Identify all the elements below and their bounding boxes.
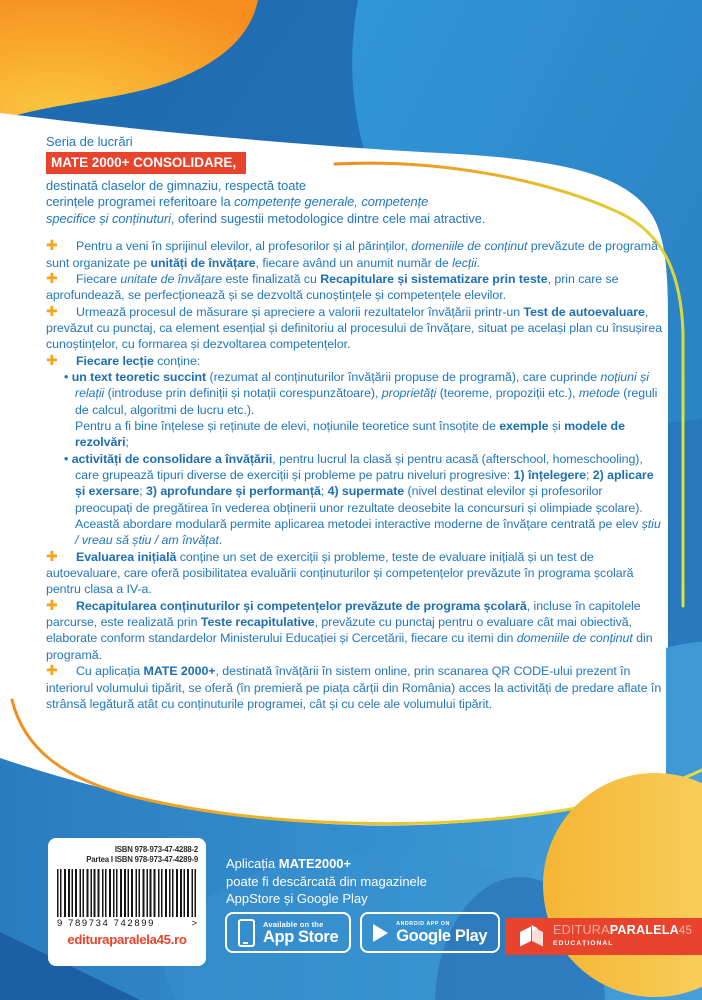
text-segment: , incluse în capitolele parcurse, este realizată prin: [46, 598, 641, 630]
text-segment: conține:: [153, 353, 201, 368]
text-segment: modele de rezolvări: [75, 419, 625, 450]
text-segment: exemple: [499, 419, 549, 433]
text-segment: Pentru a fi bine înțelese și reținute de elevi, noțiunile teoretice sunt însoțite de: [75, 419, 500, 433]
app-store-badge-top-label: Available on the: [263, 919, 324, 929]
text-segment: , prevăzute cu punctaj pentru o evaluare cât mai obiectivă, elaborate conform standardelor Ministerului Educației și Cercetării, fiecare cu itemi din: [46, 615, 632, 646]
play-triangle-icon: [373, 924, 388, 942]
intro-line: [46, 178, 663, 194]
plus-icon: ✚: [46, 548, 58, 565]
cover-paragraph: [46, 451, 663, 516]
app-promo-prefix: Aplicația: [226, 856, 279, 871]
app-promo-line-2: poate fi descărcată din magazinele: [226, 873, 427, 889]
publisher-name-45: 45: [678, 924, 693, 937]
text-segment: .: [476, 255, 481, 270]
text-segment: conține un set de exerciții și probleme, teste de evaluare inițială și un test de autoevaluare, care oferă posibilitatea evaluării conținuturilor și competențelor prevăzute în programa școlară pentru clasa a IV-a.: [46, 549, 634, 597]
text-segment: ;: [125, 435, 129, 450]
series-title-highlight: MATE 2000+ CONSOLIDARE,: [46, 152, 246, 174]
right-edge-light-blue: [666, 642, 702, 790]
feature-paragraphs: [46, 238, 663, 712]
ean-barcode: [57, 869, 197, 917]
text-segment: competențe generale, competențe: [234, 194, 429, 210]
publisher-banner: [505, 918, 702, 955]
text-segment: 4) supermate: [327, 484, 405, 499]
cover-paragraph: [46, 516, 663, 549]
text-segment: 3) aprofundare și performanță: [146, 484, 321, 499]
text-segment: domeniile de conținut: [411, 239, 528, 254]
text-segment: .: [218, 533, 223, 548]
cover-paragraph: [46, 598, 663, 663]
text-segment: lecții: [452, 255, 477, 270]
iphone-icon: [238, 919, 255, 947]
text-segment: destinată claselor de gimnaziu, respectă toate: [46, 178, 306, 193]
text-segment: activități de consolidare a învățării: [71, 451, 273, 466]
text-segment: Această abordare modulară permite aplicarea metodei interactive moderne de învățare centrată pe elev: [75, 517, 642, 532]
cover-paragraph: [46, 418, 663, 451]
isbn-line-1: ISBN 978-973-47-4288-2: [114, 845, 198, 854]
plus-icon: ✚: [46, 663, 58, 680]
series-label: Seria de lucrări: [46, 134, 133, 149]
plus-icon: ✚: [46, 352, 58, 369]
text-segment: unități de învățare: [150, 255, 256, 270]
text-segment: Fiecare: [76, 271, 121, 286]
text-segment: , pentru lucrul la clasă și pentru acasă (afterschool, homeschooling), care grupează tipuri diverse de exerciții și probleme pe patru niveluri progresive:: [75, 451, 643, 483]
text-segment: cerințele programei referitoare la: [46, 194, 235, 210]
app-store-badge: [225, 912, 351, 953]
plus-icon: ✚: [46, 303, 58, 320]
text-segment: 1) înțelegere: [513, 468, 586, 483]
cover-paragraph: [46, 271, 663, 304]
text-segment: (rezumat al conținuturilor învățării propuse de programă), care cuprinde: [206, 369, 601, 384]
publisher-website: edituraparalela45.ro: [67, 932, 187, 947]
text-segment: ;: [320, 484, 328, 499]
text-segment: unitate de învățare: [120, 271, 223, 286]
isbn-barcode-card: [48, 838, 206, 966]
text-segment: un text teoretic succint: [71, 369, 207, 384]
text-segment: Cu aplicația: [76, 664, 144, 679]
cover-paragraph: [46, 353, 663, 369]
cover-paragraph: [46, 549, 663, 598]
cover-paragraph: [46, 663, 663, 712]
text-segment: Test de autoevaluare: [523, 304, 645, 319]
barcode-number: 9 789734 742899: [57, 918, 155, 929]
text-segment: Fiecare lecție: [76, 353, 154, 368]
google-play-badge-label: Google Play: [396, 927, 488, 945]
barcode-suffix: >: [191, 918, 197, 929]
text-segment: Evaluarea inițială: [76, 549, 177, 564]
app-store-badge-label: App Store: [263, 927, 339, 946]
intro-paragraph: [46, 178, 663, 227]
text-segment: știu / vreau să știu / am învățat: [75, 517, 661, 548]
text-segment: proprietăți: [381, 386, 437, 401]
text-segment: (nivel destinat elevilor și profesorilor preocupați de pregătirea în vederea obținerii unor rezultate deosebite la concursuri și olimpiade școlare).: [75, 484, 643, 515]
text-segment: (teoreme, propoziții etc.),: [436, 386, 579, 401]
text-segment: specifice și conținuturi: [46, 210, 171, 226]
text-segment: (reguli de calcul, algoritmi de lucru etc.).: [75, 386, 658, 417]
app-promo-line-1: [226, 855, 427, 873]
publisher-subtitle: EDUCAȚIONAL: [553, 939, 614, 947]
bullet-icon: •: [64, 369, 72, 384]
open-book-icon: [518, 925, 545, 948]
intro-line: [46, 211, 663, 227]
intro-line: [46, 194, 663, 210]
plus-icon: ✚: [46, 238, 58, 255]
plus-icon: ✚: [46, 270, 58, 287]
publisher-name-paralela: PARALELA: [609, 922, 679, 937]
text-segment: ;: [586, 468, 593, 483]
text-segment: din programă.: [46, 631, 653, 662]
text-segment: (introduse prin definiții și notații corespunzătoare),: [104, 386, 382, 401]
text-segment: 2) aplicare și exersare: [75, 468, 654, 499]
text-segment: , fiecare având un anumit număr de: [255, 255, 453, 270]
app-name: MATE2000+: [278, 856, 352, 871]
publisher-name-editura: EDITURA: [553, 922, 610, 937]
text-segment: Pentru a veni în sprijinul elevilor, al profesorilor și al părinților,: [76, 239, 412, 254]
barcode-digits: [56, 918, 198, 929]
google-play-badge-top-label: ANDROID APP ON: [396, 921, 450, 927]
plus-icon: ✚: [46, 597, 58, 614]
google-play-badge: [360, 912, 500, 953]
cover-text-block: [46, 134, 663, 712]
text-segment: , oferind sugestii metodologice dintre cele mai atractive.: [170, 210, 486, 226]
text-segment: , prevăzut cu punctaj, ca element esențial și definitoriu al procesului de învățare, situat pe același plan cu însușirea cunoștințelor, cu formarea și dezvoltarea competențelor.: [46, 304, 663, 352]
text-segment: domeniile de conținut: [516, 631, 633, 646]
text-segment: Recapitulare și sistematizare prin teste: [320, 271, 548, 286]
cover-paragraph: [46, 238, 663, 271]
cover-paragraph: [46, 304, 663, 353]
app-promo-text: [226, 855, 427, 908]
text-segment: , prin care se aprofundează, se perfecționează și se dezvoltă cunoștințele și competențele elevilor.: [46, 271, 619, 303]
text-segment: Urmează procesul de măsurare și apreciere a valorii rezultatelor învățării printr-un: [76, 304, 524, 319]
text-segment: și: [548, 419, 565, 433]
text-segment: MATE 2000+: [143, 664, 216, 679]
cover-paragraph: [46, 369, 663, 418]
text-segment: metode: [578, 386, 620, 401]
text-segment: noțiuni și relații: [75, 369, 649, 401]
text-segment: prevăzute de programă sunt organizate pe: [46, 239, 658, 270]
text-segment: ;: [139, 484, 147, 499]
text-segment: Recapitularea conținuturilor și competențelor prevăzute de programa școlară: [76, 598, 527, 613]
app-promo-line-3: AppStore și Google Play: [226, 891, 368, 906]
text-segment: este finalizată cu: [222, 271, 321, 286]
text-segment: Teste recapitulative: [200, 615, 315, 630]
bullet-icon: •: [64, 451, 72, 466]
store-badges: [225, 912, 500, 953]
publisher-name: [553, 924, 692, 937]
isbn-line-2: Partea I ISBN 978-973-47-4289-9: [86, 855, 198, 864]
text-segment: , destinată învățării în sistem online, prin scanarea QR CODE-ului prezent în interiorul volumului tipărit, se oferă (în premieră pe piața cărții din România) acces la activități de predare aflate în strânsă legătură atât cu conținuturile programei, cât și cu cele ale volumului tipărit.: [46, 664, 662, 711]
